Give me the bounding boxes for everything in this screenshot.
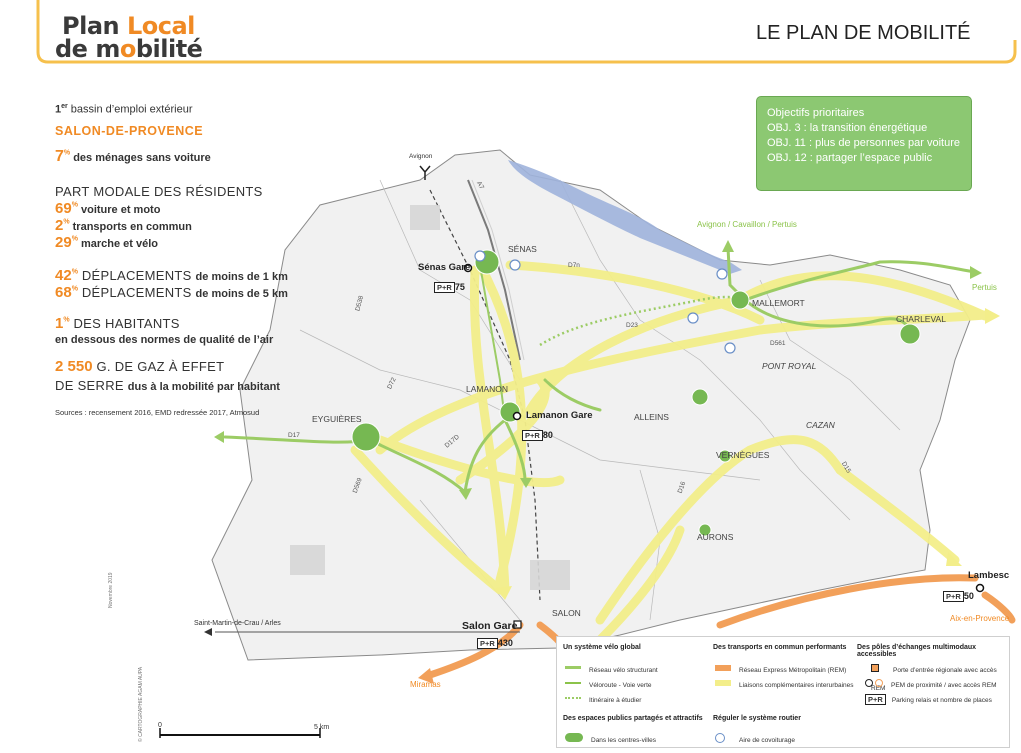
lamanon-gare-marker <box>514 413 521 420</box>
legend-routier-title: Réguler le système routier <box>713 715 801 722</box>
objective-item: OBJ. 11 : plus de personnes par voiture <box>767 137 961 149</box>
scale-end: 5 km <box>314 724 330 731</box>
town-vernegues: VERNÈGUES <box>716 450 770 460</box>
stat-gaz-line2: DE SERRE dus à la mobilité par habitant <box>55 378 280 393</box>
town-pont-royal: PONT ROYAL <box>762 361 817 371</box>
dest-miramas: Miramas <box>410 680 441 689</box>
senas-parking: P+R 75 <box>434 277 465 295</box>
voie-verte-swatch <box>565 682 581 684</box>
road-d569: D569 <box>351 476 364 495</box>
dest-pertuis: Pertuis <box>972 283 997 292</box>
road-d538: D538 <box>354 295 366 312</box>
stat-city: SALON-DE-PROVENCE <box>55 124 204 138</box>
road-d561: D561 <box>770 340 786 347</box>
centre-charleval <box>900 324 920 344</box>
road-d15: D15 <box>839 460 852 475</box>
town-lamanon: LAMANON <box>466 384 509 394</box>
salon-gare-label: Salon Gare <box>462 620 518 632</box>
logo-line-1: Plan Local <box>62 12 195 40</box>
road-d16: D16 <box>676 480 688 495</box>
parking-relais-icon: P+R <box>865 694 886 705</box>
credit-date: Novembre 2019 <box>108 572 114 608</box>
pem-rem-icon <box>875 679 883 687</box>
objectives-heading: Objectifs prioritaires <box>767 107 865 119</box>
dest-aix: Aix-en-Provence <box>950 614 1010 623</box>
legend-centre-ville: Dans les centres-villes <box>565 729 656 747</box>
stat-habitants: 1% DES HABITANTS <box>55 315 180 332</box>
page-title: LE PLAN DE MOBILITÉ <box>756 22 971 44</box>
parking-relais-icon: P+R <box>434 282 455 293</box>
parking-relais-icon: P+R <box>522 430 543 441</box>
legend-porte-entree: Porte d’entrée régionale avec accès REM <box>871 659 1009 695</box>
legend-espaces-title: Des espaces publics partagés et attractifs <box>563 715 703 722</box>
interurbain-swatch <box>715 680 731 686</box>
stat-bassin: 1er bassin d’emploi extérieur <box>55 103 193 116</box>
town-eyguieres: EYGUIÈRES <box>312 414 362 424</box>
stat-sources: Sources : recensement 2016, EMD redressée 2017, Atmosud <box>55 408 260 417</box>
legend-interurbain: Liaisons complémentaires interurbaines <box>715 674 854 692</box>
stat-modal-1: 2% transports en commun <box>55 217 192 234</box>
salon-parking: P+R 430 <box>477 633 513 651</box>
road-a7: A7 <box>474 180 485 191</box>
legend-voie-verte: Véloroute - Voie verte <box>565 674 652 692</box>
town-alleins: ALLEINS <box>634 412 669 422</box>
covoiturage-icon <box>510 260 520 270</box>
stat-modal-2: 29% marche et vélo <box>55 234 159 251</box>
itineraire-swatch <box>565 697 581 699</box>
legend-rem: Réseau Express Métropolitain (REM) <box>715 659 846 677</box>
stat-menages: 7% des ménages sans voiture <box>55 148 211 165</box>
lamanon-parking: P+R 80 <box>522 425 553 443</box>
credit: © CARTOGRAPHIE AGAM AUPA <box>138 666 144 742</box>
legend-poles-title: Des pôles d’échanges multimodaux accessibles <box>857 644 977 658</box>
parking-relais-icon: P+R <box>943 591 964 602</box>
town-cazan: CAZAN <box>806 420 835 430</box>
town-mallemort: MALLEMORT <box>752 298 805 308</box>
territory-area <box>212 150 970 660</box>
dest-saint-martin: Saint-Martin-de-Crau / Arles <box>194 620 281 627</box>
stat-deplacement-0: 42% DÉPLACEMENTS de moins de 1 km <box>55 267 288 284</box>
centre-ville-swatch <box>565 733 583 742</box>
objective-item: OBJ. 12 : partager l’espace public <box>767 152 933 164</box>
legend-itineraire: Itinéraire à étudier <box>565 689 641 707</box>
lamanon-gare-label: Lamanon Gare <box>526 410 593 421</box>
bike-line-swatch <box>565 666 581 669</box>
legend <box>556 636 1010 748</box>
road-d17d: D17D <box>443 433 461 450</box>
legend-pem: PEM de proximité / avec accès REM <box>865 674 996 692</box>
logo-line-2: de mobilité <box>55 35 203 63</box>
covoiturage-icon <box>715 733 725 743</box>
objectives-box <box>756 96 972 191</box>
stat-habitants-sub: en dessous des normes de qualité de l’air <box>55 334 274 346</box>
covoiturage-icon <box>725 343 735 353</box>
dest-avignon-cavaillon: Avignon / Cavaillon / Pertuis <box>697 220 797 229</box>
centre-mallemort <box>731 291 749 309</box>
lambesc-marker <box>977 585 984 592</box>
lambesc-parking: P+R 50 <box>943 586 974 604</box>
road-d23: D23 <box>626 322 638 329</box>
scale-start: 0 <box>158 722 162 729</box>
legend-parking: P+R Parking relais et nombre de places <box>865 689 992 707</box>
pem-icon <box>865 679 873 687</box>
objective-item: OBJ. 3 : la transition énergétique <box>767 122 928 134</box>
centre-eyguieres <box>352 423 380 451</box>
legend-velo-title: Un système vélo global <box>563 644 641 651</box>
senas-gare-label: Sénas Gare <box>418 262 471 273</box>
stat-deplacement-1: 68% DÉPLACEMENTS de moins de 5 km <box>55 284 288 301</box>
town-aurons: AURONS <box>697 532 734 542</box>
town-charleval: CHARLEVAL <box>896 314 946 324</box>
covoiturage-icon <box>688 313 698 323</box>
centre-alleins <box>692 389 708 405</box>
covoiturage-icon <box>717 269 727 279</box>
lambesc-label: Lambesc <box>968 570 1010 581</box>
porte-entree-icon <box>871 664 879 672</box>
arles-arrow <box>204 628 212 636</box>
stat-part-modale-title: PART MODALE DES RÉSIDENTS <box>55 184 263 199</box>
town-senas: SÉNAS <box>508 244 537 254</box>
covoiturage-icon <box>475 251 485 261</box>
rem-swatch <box>715 665 731 671</box>
town-salon: SALON <box>552 608 581 618</box>
legend-tc-title: Des transports en commun performants <box>713 644 847 651</box>
parking-relais-icon: P+R <box>477 638 498 649</box>
stat-modal-0: 69% voiture et moto <box>55 200 161 217</box>
dest-avignon: Avignon <box>409 153 433 160</box>
stat-gaz: 2 550 G. DE GAZ À EFFET <box>55 358 225 375</box>
road-d17: D17 <box>288 432 300 439</box>
road-d7n: D7n <box>568 262 580 269</box>
legend-covoiturage: Aire de covoiturage <box>715 729 795 747</box>
road-d72: D72 <box>386 376 398 391</box>
legend-velo-structurant: Réseau vélo structurant <box>565 659 658 677</box>
